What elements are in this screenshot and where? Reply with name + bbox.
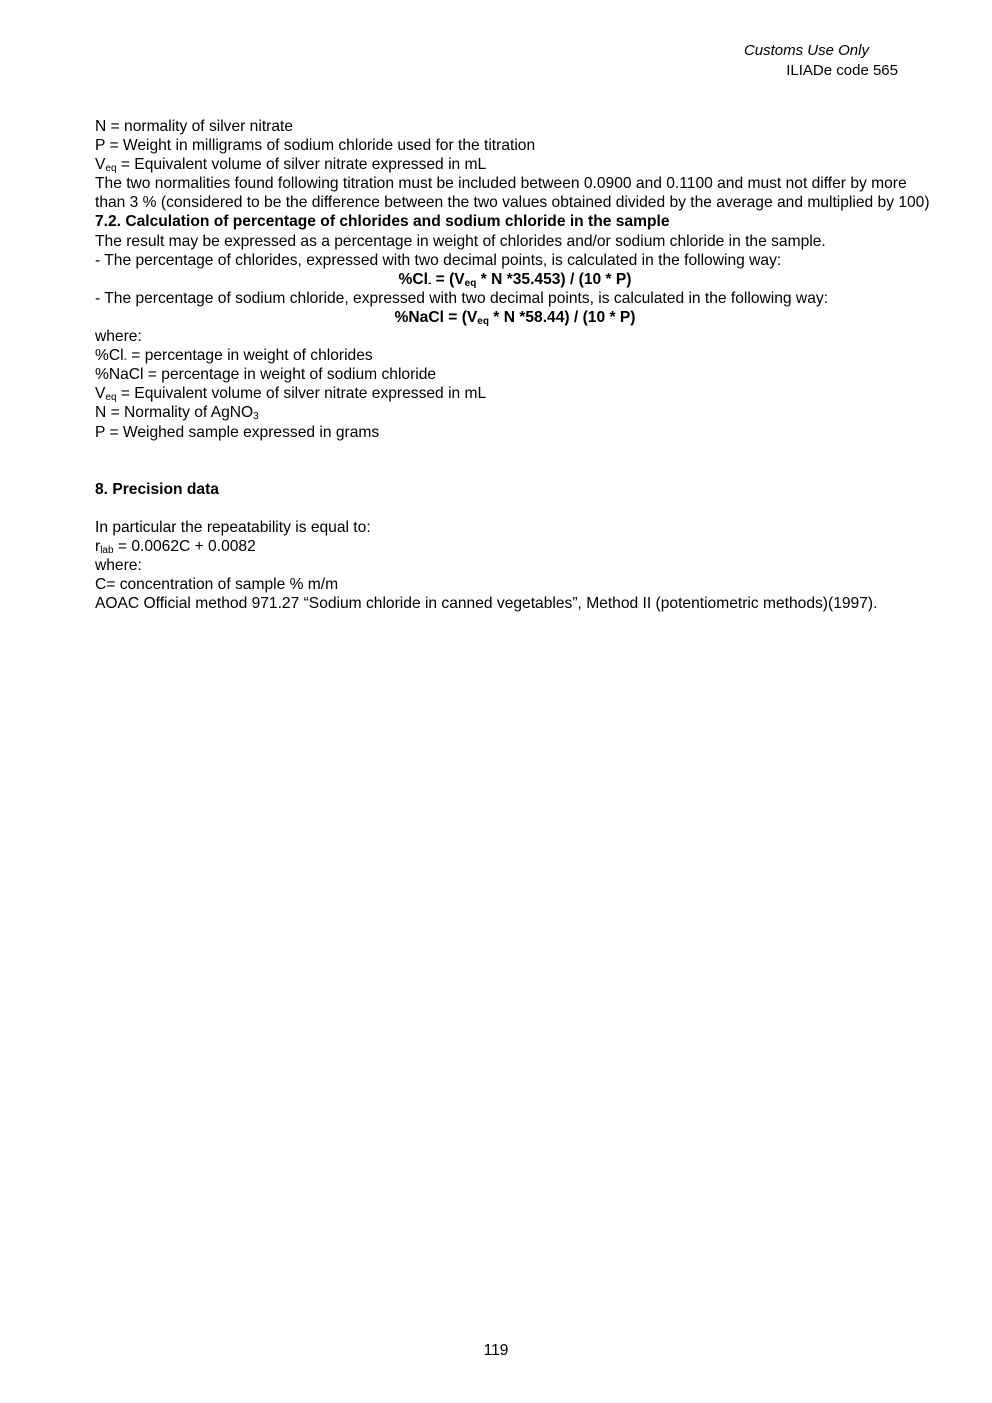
- formula-chlorides: [95, 270, 935, 289]
- n-definition: N = normality of silver nitrate: [95, 118, 294, 135]
- nacl-definition: %NaCl = percentage in weight of sodium chloride: [95, 366, 437, 384]
- cl-subscript: -: [123, 354, 127, 366]
- where-label-2: where:: [95, 556, 142, 574]
- p-definition: P = Weight in milligrams of sodium chloride used for the titration: [95, 137, 536, 155]
- where-label: where:: [95, 328, 142, 346]
- veq2-symbol: V: [95, 385, 106, 403]
- veq-text: = Equivalent volume of silver nitrate expressed in mL: [116, 156, 487, 174]
- repeatability-text: In particular the repeatability is equal to:: [95, 518, 371, 536]
- normality-text: N = Normality of AgNO: [95, 404, 254, 422]
- formula-cl-left: %Cl: [398, 270, 428, 288]
- formula-cl-sub: -: [427, 277, 432, 289]
- formula-cl-mid: = (V: [431, 270, 465, 288]
- spacer: [95, 499, 935, 518]
- document-body: [95, 117, 935, 613]
- normalities-paragraph: The two normalities found following titration must be included between 0.0900 and 0.1100 and must not differ by more than 3 % (considered to be the difference between the two values obtained divided by the average and multiplied by 100): [95, 175, 930, 212]
- r-subscript: lab: [100, 544, 114, 556]
- r-text: = 0.0062C + 0.0082: [113, 537, 256, 555]
- formula-cl-right: * N *35.453) / (10 * P): [476, 270, 632, 288]
- veq-symbol: V: [95, 156, 106, 174]
- normality-subscript: 3: [253, 411, 259, 423]
- section-8-heading: 8. Precision data: [95, 480, 219, 498]
- veq-definition-2: [95, 384, 935, 403]
- cl-symbol: %Cl: [95, 347, 124, 365]
- veq2-text: = Equivalent volume of silver nitrate expressed in mL: [116, 385, 487, 403]
- nacl-text: - The percentage of sodium chloride, expressed with two decimal points, is calculated in the following way:: [95, 289, 828, 307]
- normality-definition: [95, 403, 935, 422]
- page-header: [744, 41, 898, 81]
- veq2-subscript: eq: [105, 392, 117, 404]
- aoac-reference: AOAC Official method 971.27 “Sodium chloride in canned vegetables”, Method II (potentiometric methods)(1997).: [95, 595, 878, 613]
- page-number: 119: [483, 1342, 509, 1359]
- formula-nacl: [95, 308, 935, 327]
- formula-cl-veq-sub: eq: [464, 277, 477, 289]
- r-symbol: r: [95, 537, 101, 555]
- veq-definition: [95, 155, 935, 174]
- cl-definition: [95, 346, 935, 365]
- veq-subscript: eq: [105, 163, 117, 175]
- formula-nacl-sub: eq: [477, 315, 489, 327]
- repeatability-formula: [95, 537, 935, 556]
- spacer: [95, 442, 935, 480]
- iliade-code: ILIADe code 565: [786, 62, 898, 79]
- customs-label: Customs Use Only: [743, 42, 869, 59]
- chlorides-text: - The percentage of chlorides, expressed with two decimal points, is calculated in the following way:: [95, 251, 782, 269]
- cl-text: = percentage in weight of chlorides: [126, 347, 373, 365]
- section-7-2-heading: 7.2. Calculation of percentage of chlorides and sodium chloride in the sample: [95, 213, 670, 231]
- section-7-2-intro: The result may be expressed as a percentage in weight of chlorides and/or sodium chloride in the sample.: [95, 232, 826, 250]
- formula-nacl-left: %NaCl = (V: [394, 308, 478, 326]
- weighed-sample-definition: P = Weighed sample expressed in grams: [95, 423, 380, 441]
- concentration-definition: C= concentration of sample % m/m: [95, 575, 339, 593]
- formula-nacl-right: * N *58.44) / (10 * P): [488, 308, 636, 326]
